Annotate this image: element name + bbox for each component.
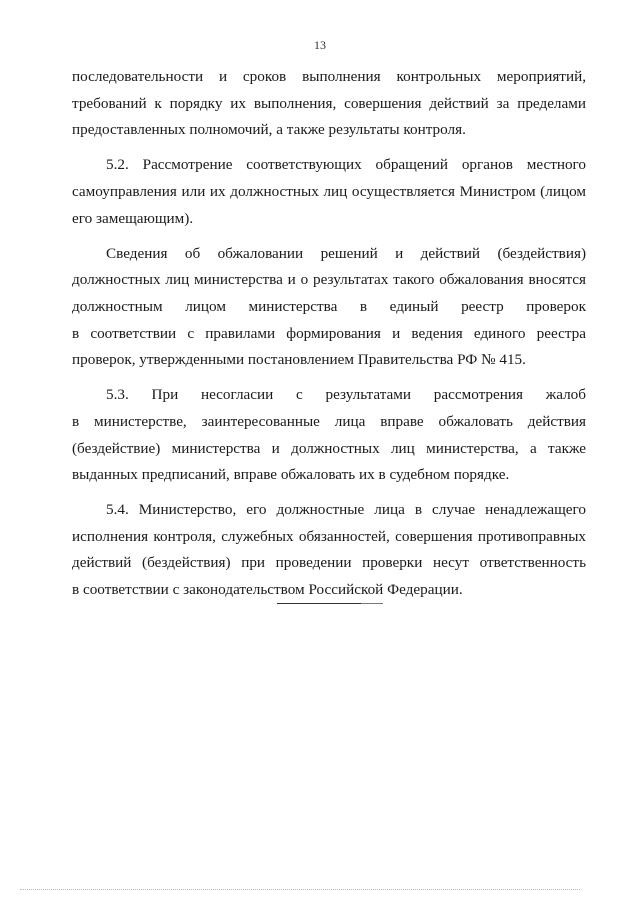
text-line: проверок, утвержденными постановлением Правительства РФ № 415. <box>72 351 526 369</box>
text-line: в соответствии с правилами формирования и ведения единого реестра <box>72 324 586 342</box>
text-line: в соответствии с законодательством Российской Федерации. <box>72 581 463 599</box>
text-line: его замещающим). <box>72 209 194 227</box>
text-line: 5.4. Министерство, его должностные лица в случае ненадлежащего <box>106 501 586 519</box>
paragraph-5-3 <box>72 382 586 488</box>
text-line: исполнения контроля, служебных обязанностей, совершения противоправных <box>72 527 586 545</box>
text-line: последовательности и сроков выполнения контрольных мероприятий, <box>72 68 586 85</box>
text-line: предоставленных полномочий, а также результаты контроля. <box>72 121 466 139</box>
text-line: должностных лиц министерства и о результатах такого обжалования вносятся <box>72 271 586 289</box>
end-of-document-rule <box>277 603 383 604</box>
text-line: выданных предписаний, вправе обжаловать их в судебном порядке. <box>72 466 510 484</box>
scan-edge-line <box>20 889 580 890</box>
text-line: требований к порядку их выполнения, совершения действий за пределами <box>72 94 586 112</box>
text-line: действий (бездействия) при проведении проверки несут ответственность <box>72 554 586 572</box>
text-line: в министерстве, заинтересованные лица вправе обжаловать действия <box>72 412 586 430</box>
text-line: 5.2. Рассмотрение соответствующих обращений органов местного <box>106 156 586 174</box>
paragraph-5-4 <box>72 497 586 603</box>
page-number: 13 <box>314 38 326 52</box>
document-body <box>72 64 586 604</box>
text-line: должностным лицом министерства в единый реестр проверок <box>72 297 586 315</box>
text-line: самоуправления или их должностных лиц осуществляется Министром (лицом <box>72 182 586 200</box>
rule-tail <box>361 603 383 604</box>
text-line: 5.3. При несогласии с результатами рассмотрения жалоб <box>106 386 586 404</box>
text-line: Сведения об обжаловании решений и действий (бездействия) <box>106 244 586 262</box>
paragraph-5-2 <box>72 152 586 232</box>
text-line: (бездействие) министерства и должностных лиц министерства, а также <box>72 439 586 457</box>
paragraph-appeal-info <box>72 241 586 374</box>
paragraph-continuation <box>72 64 586 144</box>
